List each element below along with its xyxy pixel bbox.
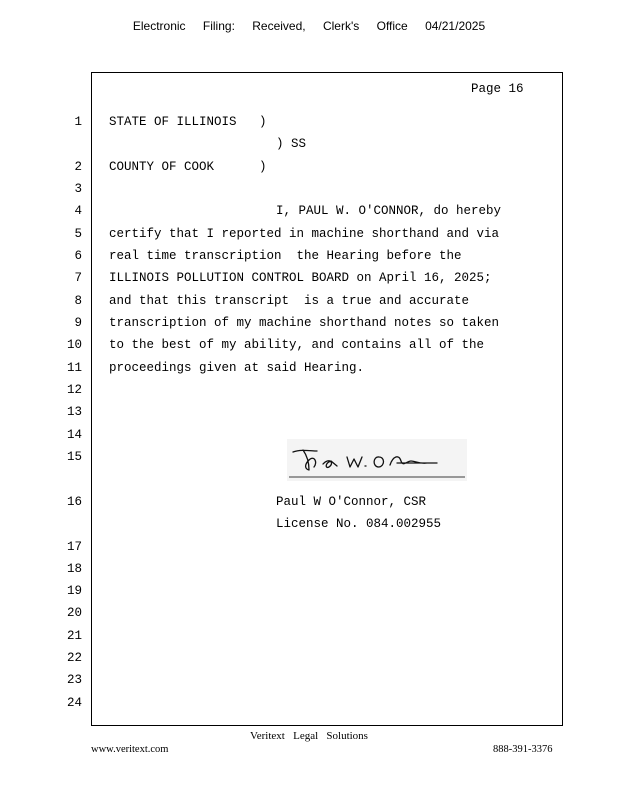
header-word: Electronic xyxy=(132,19,186,33)
line-number: 3 xyxy=(74,182,82,196)
transcript-line xyxy=(0,584,618,604)
line-number: 7 xyxy=(74,271,82,285)
line-text: certify that I reported in machine shorthand and via xyxy=(109,227,500,241)
line-number: 2 xyxy=(74,160,82,174)
transcript-line xyxy=(0,160,618,180)
signature-scribble xyxy=(287,439,467,481)
line-number: 11 xyxy=(66,361,82,375)
transcript-line xyxy=(0,673,618,693)
transcript-line xyxy=(0,204,618,224)
transcript-line xyxy=(0,629,618,649)
header-word: Clerk's xyxy=(322,19,360,33)
line-number: 21 xyxy=(66,629,82,643)
line-text: to the best of my ability, and contains all of the xyxy=(109,338,485,352)
header-word: Received, xyxy=(252,19,306,33)
footer-website: www.veritext.com xyxy=(91,744,169,755)
line-number: 19 xyxy=(66,584,82,598)
reporter-signature xyxy=(287,439,467,481)
line-number: 20 xyxy=(66,606,82,620)
reporter-name: Paul W O'Connor, CSR xyxy=(276,495,427,509)
transcript-line xyxy=(0,115,618,135)
line-number: 23 xyxy=(66,673,82,687)
line-number: 5 xyxy=(74,227,82,241)
line-number: 8 xyxy=(74,294,82,308)
transcript-line xyxy=(0,540,618,560)
license-number: License No. 084.002955 xyxy=(276,517,442,531)
line-number: 9 xyxy=(74,316,82,330)
ss-continuation: ) SS xyxy=(276,137,307,151)
electronic-filing-header xyxy=(0,19,618,33)
transcript-line xyxy=(0,696,618,716)
line-text: and that this transcript is a true and accurate xyxy=(109,294,470,308)
transcript-line xyxy=(0,495,618,515)
line-text: proceedings given at said Hearing. xyxy=(109,361,365,375)
transcript-line xyxy=(0,606,618,626)
line-number: 10 xyxy=(66,338,82,352)
line-text: transcription of my machine shorthand notes so taken xyxy=(109,316,500,330)
transcript-line xyxy=(0,249,618,269)
line-number: 16 xyxy=(66,495,82,509)
transcript-line xyxy=(0,651,618,671)
transcript-line xyxy=(0,294,618,314)
line-number: 17 xyxy=(66,540,82,554)
transcript-line xyxy=(0,361,618,381)
footer-company: Veritext Legal Solutions xyxy=(250,730,368,742)
line-number: 12 xyxy=(66,383,82,397)
line-number: 15 xyxy=(66,450,82,464)
transcript-line xyxy=(0,316,618,336)
line-number: 18 xyxy=(66,562,82,576)
transcript-line xyxy=(0,182,618,202)
line-number: 22 xyxy=(66,651,82,665)
line-number: 4 xyxy=(74,204,82,218)
transcript-line xyxy=(0,405,618,425)
header-word: Filing: xyxy=(202,19,235,33)
transcript-line xyxy=(0,227,618,247)
transcript-line xyxy=(0,383,618,403)
line-text: ILLINOIS POLLUTION CONTROL BOARD on April 16, 2025; xyxy=(109,271,492,285)
transcript-line xyxy=(0,338,618,358)
line-text: STATE OF ILLINOIS ) xyxy=(109,115,267,129)
transcript-line xyxy=(0,562,618,582)
line-text: COUNTY OF COOK ) xyxy=(109,160,267,174)
transcript-line xyxy=(0,271,618,291)
header-date: 04/21/2025 xyxy=(425,19,486,33)
footer-phone: 888-391-3376 xyxy=(493,744,553,755)
line-text: I, PAUL W. O'CONNOR, do hereby xyxy=(276,204,502,218)
line-number: 1 xyxy=(74,115,82,129)
line-number: 14 xyxy=(66,428,82,442)
header-word: Office xyxy=(376,19,408,33)
line-number: 24 xyxy=(66,696,82,710)
line-text: real time transcription the Hearing before the xyxy=(109,249,462,263)
line-number: 6 xyxy=(74,249,82,263)
page-number: Page 16 xyxy=(471,82,524,96)
line-number: 13 xyxy=(66,405,82,419)
